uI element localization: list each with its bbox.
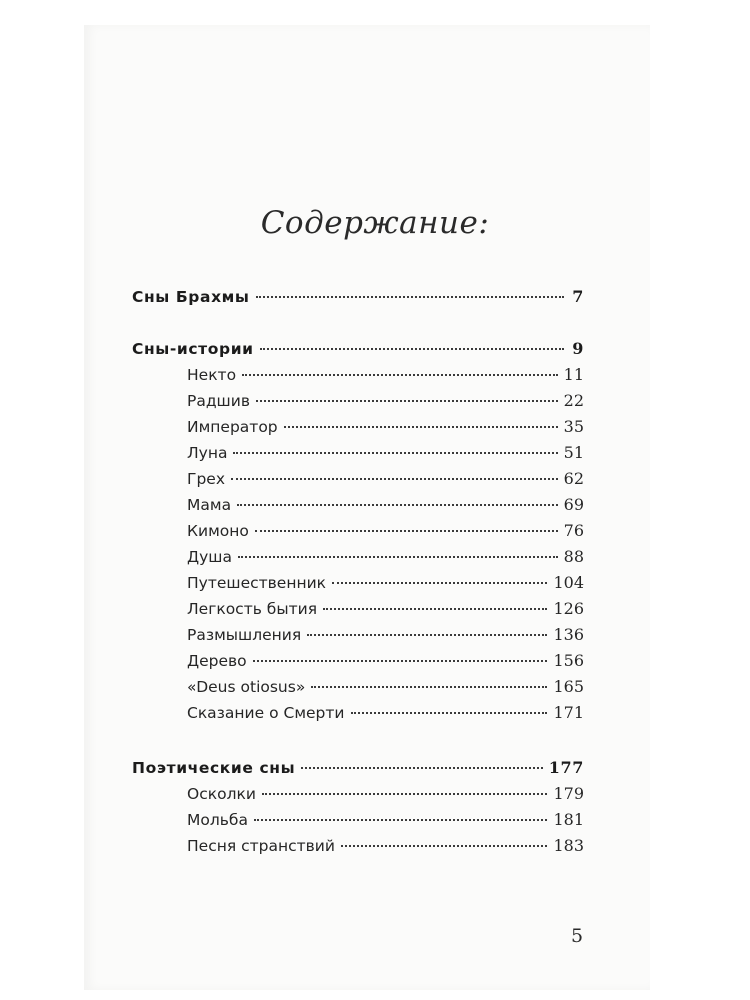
toc-section-page: 7: [572, 287, 584, 306]
dot-leader: [255, 530, 558, 532]
toc-entry-page: 171: [553, 703, 584, 722]
dot-leader: [262, 793, 548, 795]
toc-entry[interactable]: [187, 784, 584, 810]
dot-leader: [260, 348, 564, 350]
toc-entry-page: 88: [563, 547, 584, 566]
toc-entry-page: 76: [563, 521, 584, 540]
toc-entry[interactable]: [187, 365, 584, 391]
toc-entry-page: 11: [563, 365, 584, 384]
toc-entry-page: 51: [563, 443, 584, 462]
toc-entry[interactable]: [187, 547, 584, 573]
toc-entry[interactable]: [187, 495, 584, 521]
dot-leader: [231, 478, 558, 480]
toc-entry-label: «Deus otiosus»: [187, 678, 306, 696]
bleed-through-mark: [54, 130, 84, 140]
toc-entry[interactable]: [187, 391, 584, 417]
page-number: 5: [571, 925, 584, 947]
toc-entry[interactable]: [187, 469, 584, 495]
dot-leader: [256, 400, 558, 402]
toc-entry-page: 179: [553, 784, 584, 803]
toc-entry-label: Кимоно: [187, 522, 249, 540]
toc-entry-label: Мама: [187, 496, 232, 514]
toc-entry-label: Песня странствий: [187, 837, 335, 855]
toc-entry-label: Душа: [187, 548, 232, 566]
toc-entry-page: 22: [563, 391, 584, 410]
toc-entry-page: 183: [553, 836, 584, 855]
toc-entry-page: 35: [563, 417, 584, 436]
toc-section-label: Сны-истории: [132, 340, 254, 358]
dot-leader: [332, 582, 547, 584]
toc-section-label: Сны Брахмы: [132, 288, 250, 306]
dot-leader: [233, 452, 557, 454]
bleed-through-mark: [54, 103, 84, 113]
toc-entry-page: 136: [553, 625, 584, 644]
toc-entry[interactable]: [187, 599, 584, 625]
dot-leader: [238, 556, 558, 558]
toc-entry-label: Мольба: [187, 811, 248, 829]
toc-entry-page: 181: [553, 810, 584, 829]
toc-entry[interactable]: [187, 573, 584, 599]
dot-leader: [242, 374, 558, 376]
dot-leader: [284, 426, 558, 428]
toc-entry[interactable]: [187, 443, 584, 469]
toc-entry[interactable]: [187, 677, 584, 703]
toc-section-page: 177: [548, 758, 584, 777]
dot-leader: [237, 504, 558, 506]
toc-entry[interactable]: [187, 703, 584, 729]
toc-entry-label: Грех: [187, 470, 226, 488]
toc-entry-label: Император: [187, 418, 278, 436]
bleed-through-mark: [54, 185, 84, 195]
toc-section-label: Поэтические сны: [132, 759, 296, 777]
toc-section[interactable]: [132, 758, 584, 784]
dot-leader: [323, 608, 547, 610]
toc-entry-page: 69: [563, 495, 584, 514]
toc-entry-label: Дерево: [187, 652, 247, 670]
toc-entry-page: 165: [553, 677, 584, 696]
toc-entry[interactable]: [187, 651, 584, 677]
toc-entry[interactable]: [187, 417, 584, 443]
toc-entry[interactable]: [187, 521, 584, 547]
toc-section[interactable]: [132, 339, 584, 365]
toc-section[interactable]: [132, 287, 584, 313]
toc-section-page: 9: [572, 339, 584, 358]
toc-entry-label: Некто: [187, 366, 237, 384]
toc-entry-page: 156: [553, 651, 584, 670]
dot-leader: [351, 712, 548, 714]
dot-leader: [253, 660, 548, 662]
dot-leader: [311, 686, 547, 688]
page-title: Содержание:: [260, 205, 490, 241]
toc-entry-label: Радшив: [187, 392, 250, 410]
toc-entry-label: Сказание о Смерти: [187, 704, 345, 722]
toc-entry[interactable]: [187, 836, 584, 862]
toc-entry-label: Легкость бытия: [187, 600, 318, 618]
dot-leader: [254, 819, 547, 821]
dot-leader: [301, 767, 543, 769]
dot-leader: [256, 296, 564, 298]
toc-entry-page: 126: [553, 599, 584, 618]
toc-entry[interactable]: [187, 625, 584, 651]
toc-entry-label: Осколки: [187, 785, 256, 803]
toc-entry-page: 62: [563, 469, 584, 488]
dot-leader: [341, 845, 547, 847]
dot-leader: [307, 634, 547, 636]
toc-entry-label: Путешественник: [187, 574, 327, 592]
toc-entry[interactable]: [187, 810, 584, 836]
toc-entry-page: 104: [553, 573, 584, 592]
toc-entry-label: Размышления: [187, 626, 302, 644]
toc-entry-label: Луна: [187, 444, 228, 462]
bleed-through-mark: [54, 158, 84, 168]
